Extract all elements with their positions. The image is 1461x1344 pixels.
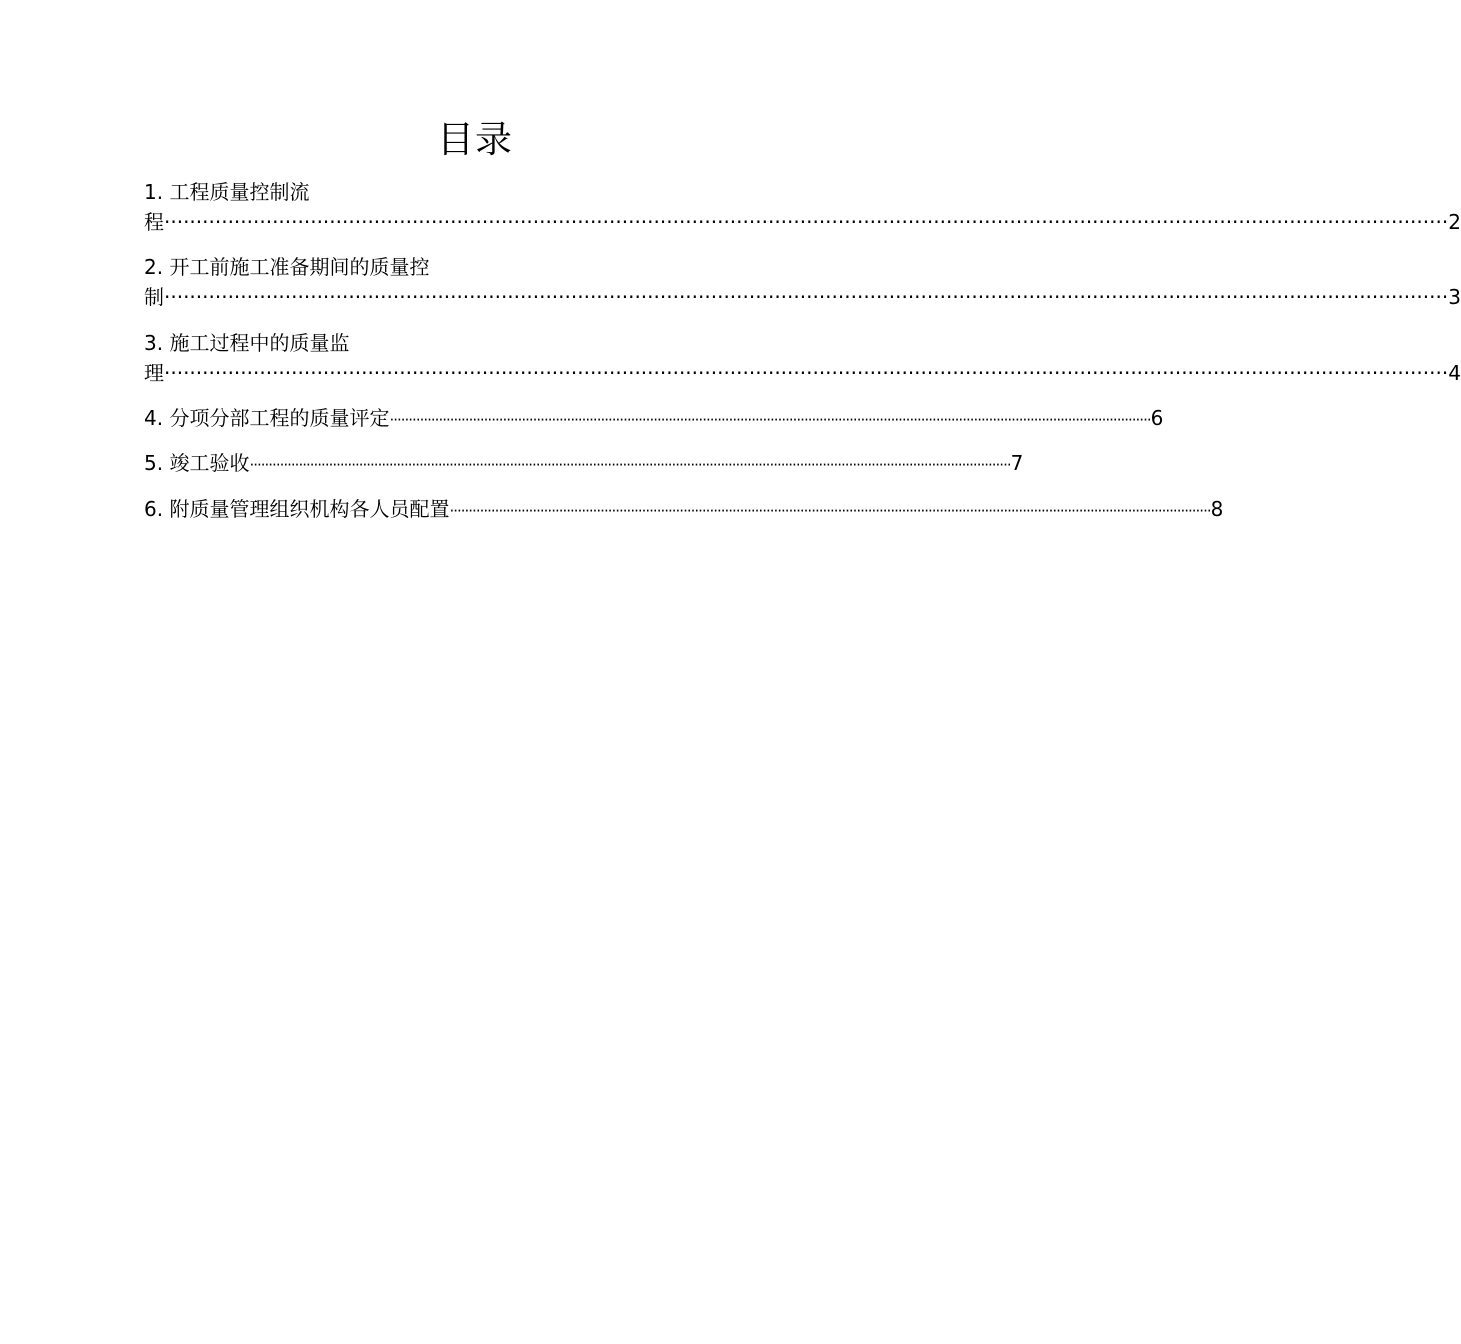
toc-entry-6[interactable] [144, 494, 1224, 526]
toc-page-number: 4 [1448, 361, 1461, 385]
toc-entry-1[interactable] [144, 177, 1461, 237]
toc-leader-dots: ·········································································································································································································· [389, 411, 1151, 429]
page-title: 目录 [437, 118, 513, 161]
toc-leader-dots: ·········································································································································································································· [164, 361, 1449, 385]
toc-leader-dots: ·········································································································································································································· [249, 456, 1011, 474]
toc-page-number: 7 [1010, 451, 1024, 475]
toc-leader-dots: ·········································································································································································································· [449, 502, 1211, 520]
toc-leader-dots: ·········································································································································································································· [164, 210, 1449, 234]
toc-entry-heading [144, 328, 698, 358]
toc-entry-continuation [144, 282, 1461, 312]
toc-entry-2[interactable] [144, 252, 1461, 312]
toc-entry-line [144, 494, 1224, 526]
toc-entry-title-cont: 制 [144, 285, 164, 309]
toc-entry-heading [144, 177, 754, 207]
toc-entry-continuation [144, 358, 1461, 388]
toc-page-number: 8 [1210, 497, 1224, 521]
toc-entry-title: 4. 分项分部工程的质量评定 [144, 406, 390, 430]
toc-leader-dots: ·········································································································································································································· [164, 285, 1449, 309]
toc-entry-line [144, 448, 1024, 480]
toc-entry-continuation [144, 207, 1461, 237]
toc-entry-title: 2. 开工前施工准备期间的质量控 [144, 255, 430, 279]
toc-entry-heading [144, 252, 576, 282]
toc-entry-3[interactable] [144, 328, 1461, 388]
toc-entry-5[interactable] [144, 448, 1024, 480]
toc-page-number: 3 [1448, 285, 1461, 309]
toc-entry-line [144, 403, 1164, 435]
toc-entry-title-cont: 理 [144, 361, 164, 385]
toc-entry-title-cont: 程 [144, 210, 164, 234]
toc-entry-title: 6. 附质量管理组织机构各人员配置 [144, 497, 450, 521]
toc-page-number: 2 [1448, 210, 1461, 234]
toc-entry-title: 1. 工程质量控制流 [144, 180, 310, 204]
toc-entry-4[interactable] [144, 403, 1164, 435]
toc-entry-title: 5. 竣工验收 [144, 451, 250, 475]
toc-entry-title: 3. 施工过程中的质量监 [144, 331, 350, 355]
toc-page-number: 6 [1150, 406, 1164, 430]
